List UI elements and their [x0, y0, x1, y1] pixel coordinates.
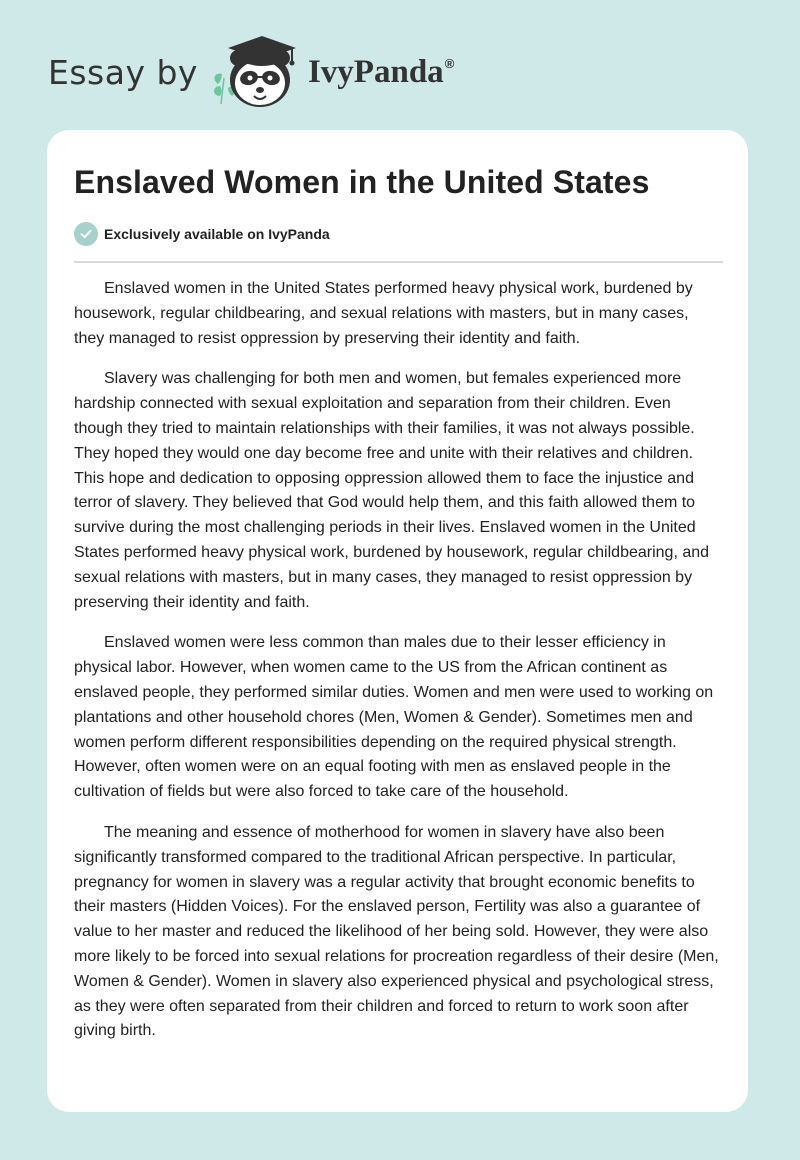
paragraph: Enslaved women were less common than males due to their lesser efficiency in physical labor. However, when women came to the US from the African continent as enslaved people, they performed similar duties. Women and men were used to working on plantations and other household chores (Men, Women & Gender). Sometimes men and women perform different responsibilities depending on the required physical strength. However, often women were on an equal footing with men as enslaved people in the cultivation of fields but were also forced to take care of the household.	[74, 634, 714, 801]
exclusive-badge	[74, 222, 330, 246]
paragraph: Enslaved women in the United States performed heavy physical work, burdened by housework, regular childbearing, and sexual relations with masters, but in many cases, they managed to resist oppression by preserving their identity and faith.	[74, 280, 693, 347]
brand-name-text: IvyPanda	[307, 53, 444, 90]
divider	[74, 261, 723, 263]
essay-body	[74, 277, 723, 1060]
registered-mark: ®	[444, 55, 455, 71]
brand-name[interactable]	[308, 54, 454, 91]
paragraph: Slavery was challenging for both men and women, but females experienced more hardship connected with sexual exploitation and separation from their children. Even though they tried to maintain relationships with their families, it was not always possible. They hoped they would one day become free and unite with their relatives and children. This hope and dedication to opposing oppression allowed them to face the injustice and terror of slavery. They believed that God would help them, and this faith allowed them to survive during the most challenging periods in their lives. Enslaved women in the United States performed heavy physical work, burdened by housework, regular childbearing, and sexual relations with masters, but in many cases, they managed to resist oppression by preserving their identity and faith.	[74, 370, 710, 611]
exclusive-label: Exclusively available on IvyPanda	[104, 226, 330, 242]
brand-prefix: Essay by	[48, 52, 198, 92]
ivypanda-logo-icon[interactable]	[208, 32, 304, 112]
brand-header	[48, 32, 454, 112]
paragraph: The meaning and essence of motherhood for women in slavery have also been significantly transformed compared to the traditional African perspective. In particular, pregnancy for women in slavery was a regular activity that brought economic benefits to their masters (Hidden Voices). For the enslaved person, Fertility was also a guarantee of value to her master and reduced the likelihood of her being sold. However, they were also more likely to be forced into sexual relations for procreation regardless of their desire (Men, Women & Gender). Women in slavery also experienced physical and psychological stress, as they were often separated from their children and forced to return to work soon after giving birth.	[74, 823, 719, 1040]
essay-card	[47, 130, 748, 1112]
check-icon	[74, 222, 98, 246]
essay-title: Enslaved Women in the United States	[74, 164, 650, 200]
